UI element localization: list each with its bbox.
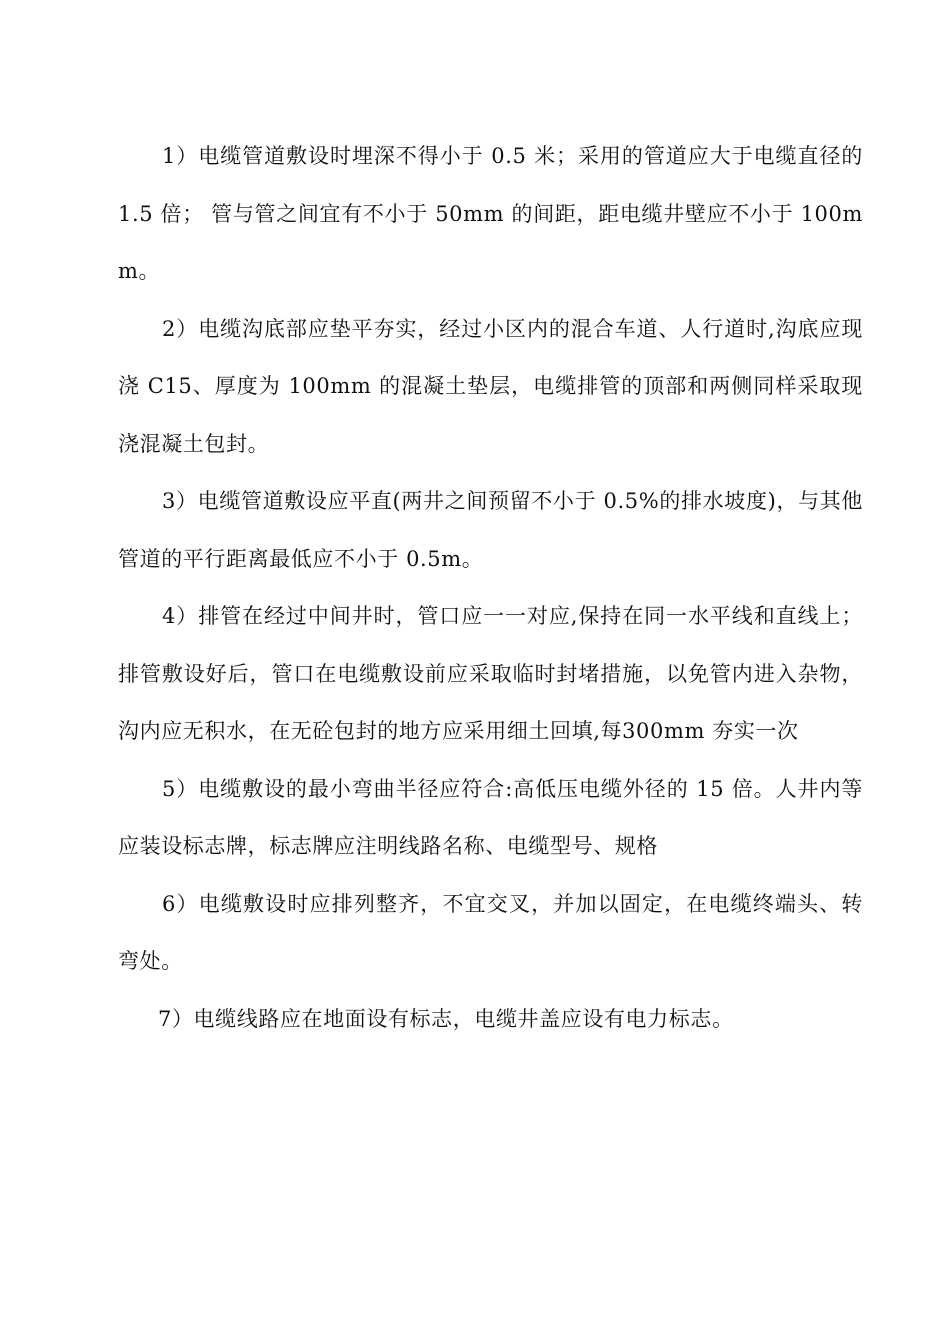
paragraph-1: 1）电缆管道敷设时埋深不得小于 0.5 米；采用的管道应大于电缆直径的 1.5 倍； 管与管之间宜有不小于 50mm 的间距，距电缆井壁应不小于 100mm。	[118, 144, 863, 283]
paragraph-3: 3）电缆管道敷设应平直(两井之间预留不小于 0.5%的排水坡度)，与其他管道的平行距离最低应不小于 0.5m。	[118, 489, 863, 571]
paragraph-7: 7）电缆线路应在地面设有标志，电缆井盖应设有电力标志。	[158, 1006, 734, 1031]
paragraph-4: 4）排管在经过中间井时，管口应一一对应,保持在同一水平线和直线上；排管敷设好后，管口在电缆敷设前应采取临时封堵措施，以免管内进入杂物，沟内应无积水，在无砼包封的地方应采用细土回填,每300mm 夯实一次	[118, 604, 863, 743]
paragraph-6: 6）电缆敷设时应排列整齐，不宜交叉，并加以固定，在电缆终端头、转弯处。	[118, 891, 863, 973]
paragraph-5: 5）电缆敷设的最小弯曲半径应符合:高低压电缆外径的 15 倍。人井内等应装设标志牌，标志牌应注明线路名称、电缆型号、规格	[118, 776, 863, 858]
document-body	[118, 128, 863, 1048]
paragraph-2: 2）电缆沟底部应垫平夯实，经过小区内的混合车道、人行道时,沟底应现浇 C15、厚度为 100mm 的混凝土垫层，电缆排管的顶部和两侧同样采取现浇混凝土包封。	[118, 316, 863, 456]
